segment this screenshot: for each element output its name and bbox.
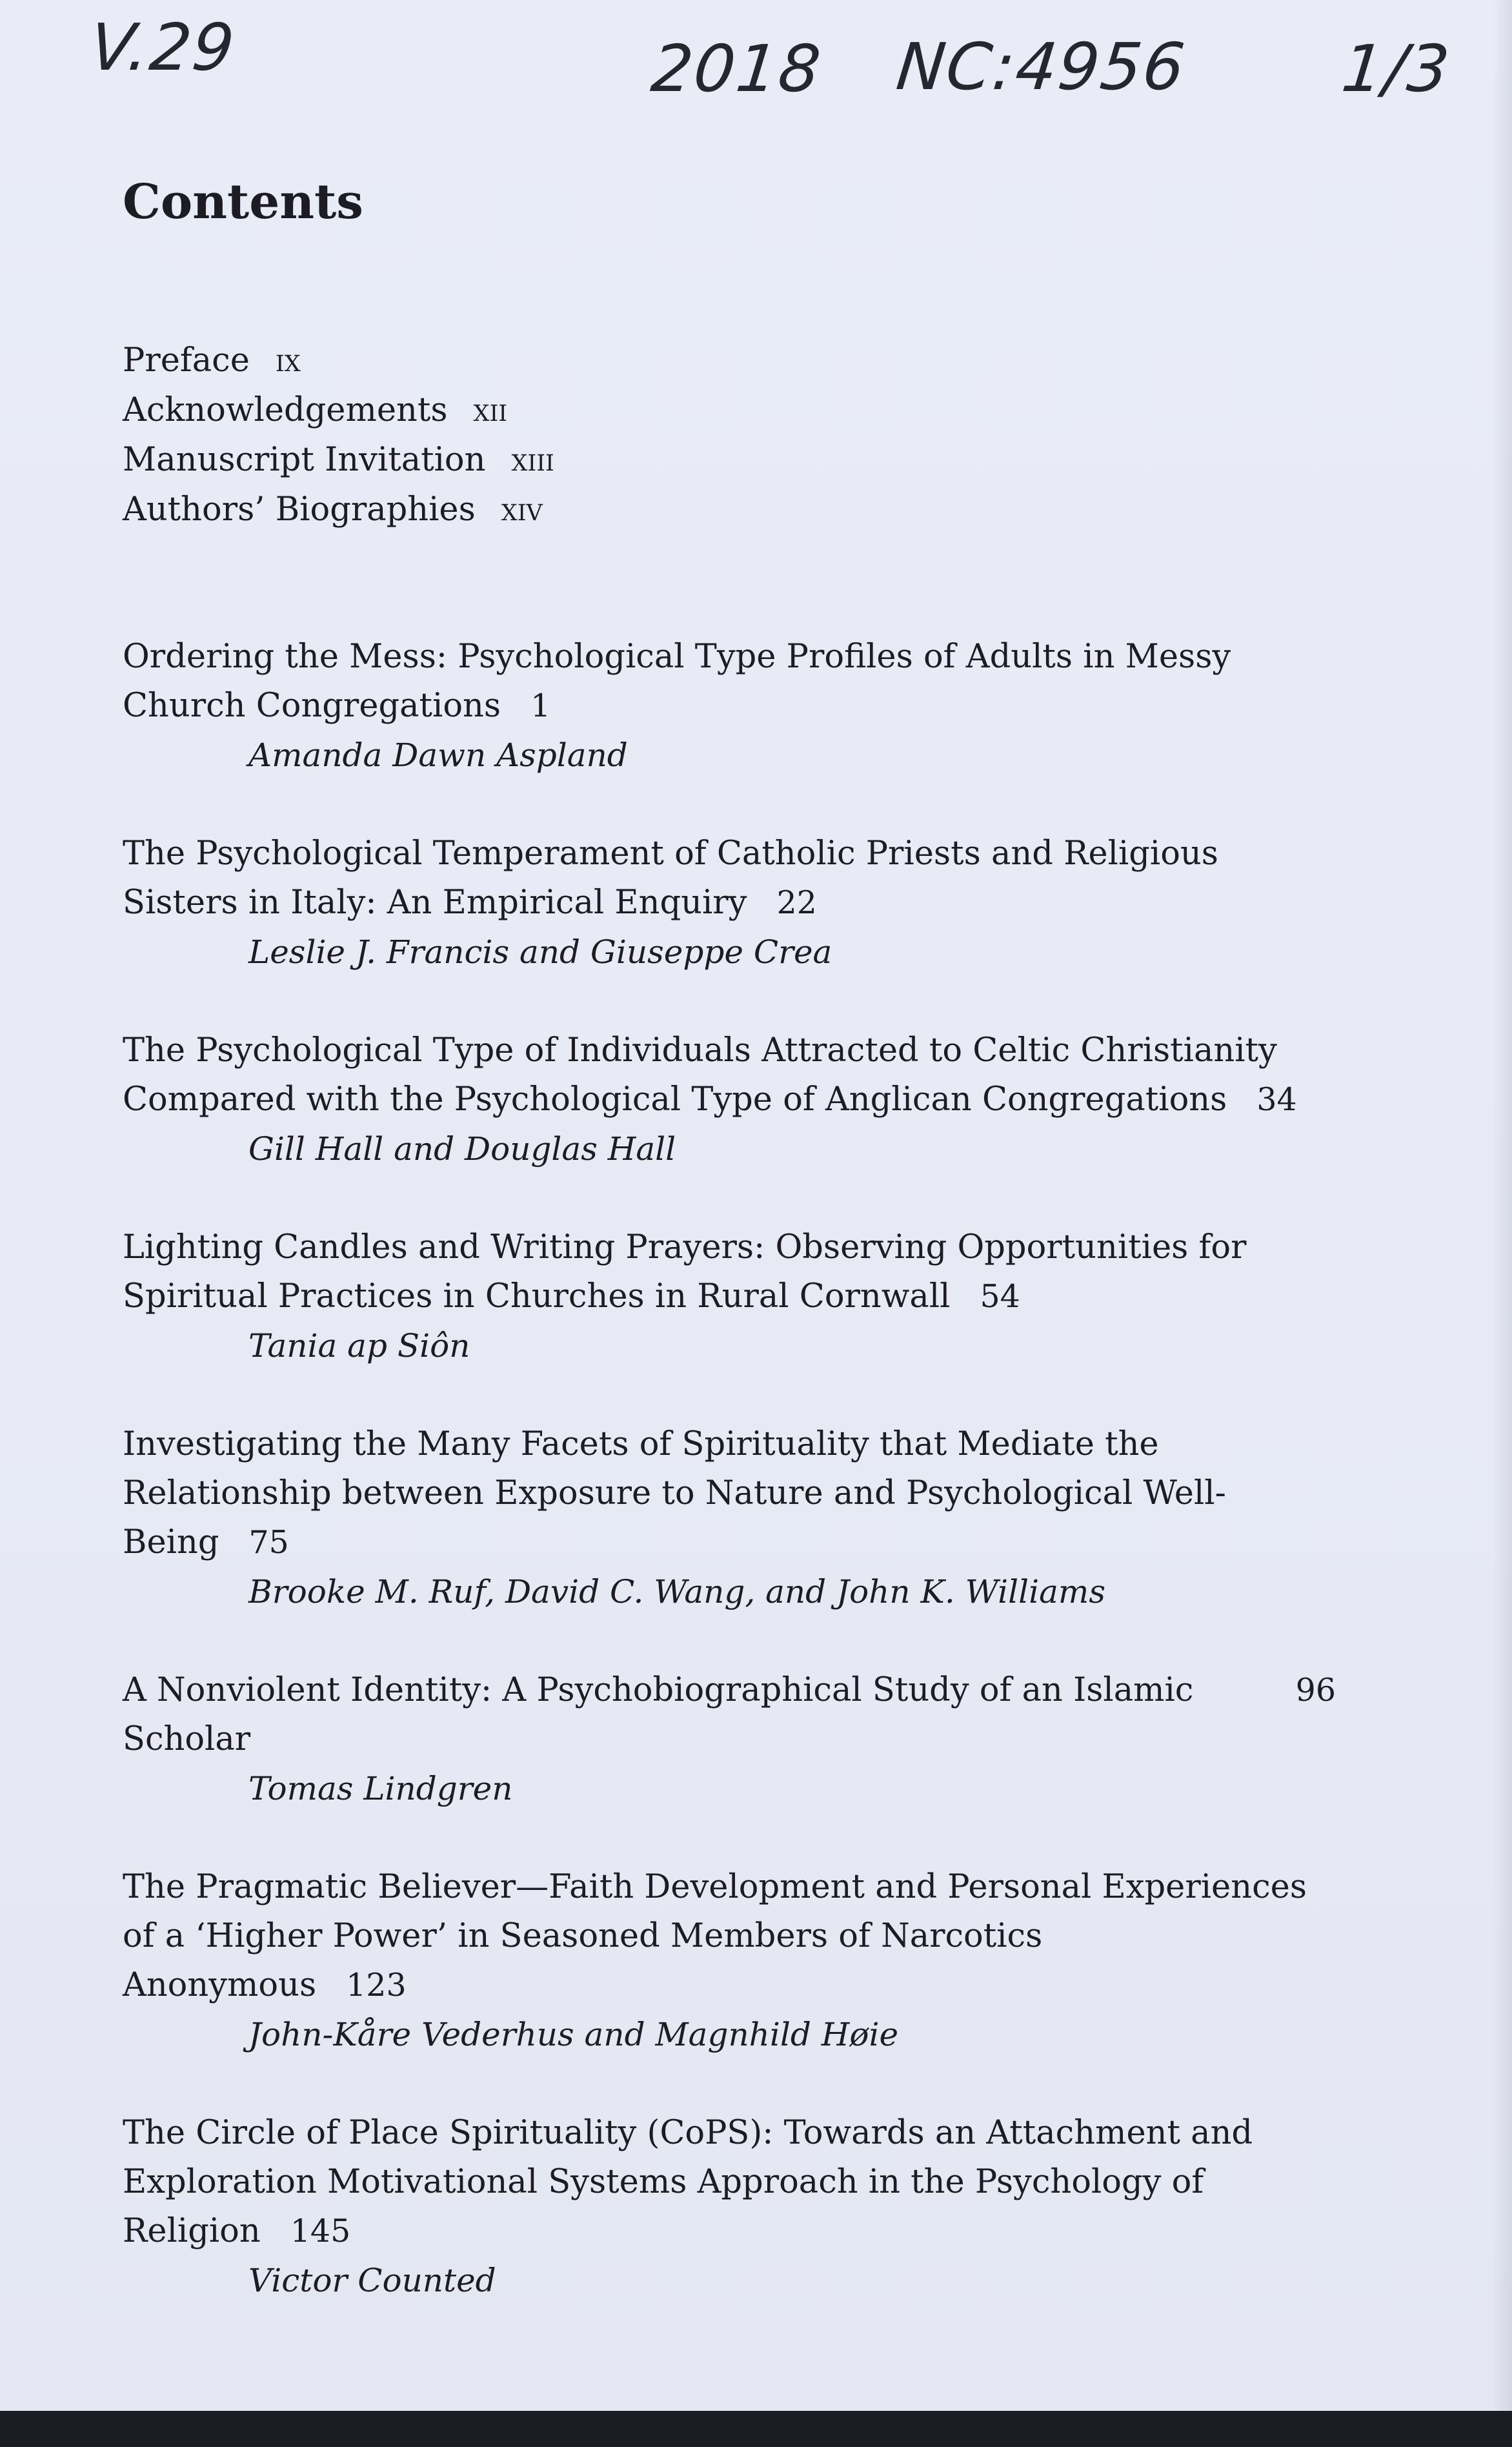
front-matter-label: Manuscript Invitation <box>123 441 486 479</box>
front-matter-label: Preface <box>123 341 250 380</box>
article-title: The Psychological Type of Individuals Attracted to Celtic Christianity Compared with the Psychological Type of Anglican Congregations <box>123 1031 1277 1119</box>
article-title: A Nonviolent Identity: A Psychobiographical Study of an Islamic Scholar <box>123 1671 1194 1758</box>
front-matter-page: xiv <box>501 491 543 528</box>
article-title: The Pragmatic Believer—Faith Development and Personal Experiences of a ‘Higher Power’ in Seasoned Members of Narcotics Anonymous <box>123 1868 1307 2004</box>
front-matter-item <box>123 435 554 485</box>
article-authors: Victor Counted <box>248 2262 496 2299</box>
front-matter-label: Acknowledgements <box>123 391 448 429</box>
article-authors: Tania ap Siôn <box>248 1327 470 1365</box>
article-entry <box>123 1026 1336 1173</box>
front-matter-item <box>123 336 554 385</box>
handwritten-part: 1/3 <box>1338 31 1455 107</box>
article-title: The Circle of Place Spirituality (CoPS): Towards an Attachment and Exploration Motivational Systems Approach in the Psychology of Religion <box>123 2114 1253 2250</box>
handwritten-volume: V.29 <box>86 10 239 85</box>
article-page: 1 <box>530 687 551 724</box>
article-page: 123 <box>346 1967 407 2004</box>
article-page: 145 <box>290 2213 351 2249</box>
article-title: Investigating the Many Facets of Spirituality that Mediate the Relationship between Exposure to Nature and Psychological Well-Being <box>123 1425 1226 1561</box>
front-matter-label: Authors’ Biographies <box>123 491 476 529</box>
article-page: 34 <box>1256 1081 1297 1118</box>
article-page: 75 <box>248 1524 289 1561</box>
article-authors: Brooke M. Ruf, David C. Wang, and John K. Williams <box>248 1573 1105 1610</box>
page-title: Contents <box>123 174 363 230</box>
article-authors: John-Kåre Vederhus and Magnhild Høie <box>248 2016 899 2053</box>
front-matter-page: xiii <box>511 441 554 478</box>
front-matter-page: xii <box>473 391 508 429</box>
article-authors: Leslie J. Francis and Giuseppe Crea <box>248 933 832 971</box>
front-matter-item <box>123 385 554 435</box>
article-title: Ordering the Mess: Psychological Type Profiles of Adults in Messy Church Congregations <box>123 638 1231 725</box>
article-entry <box>123 829 1336 977</box>
article-entry <box>123 1666 1336 1813</box>
front-matter-page: ix <box>275 341 301 379</box>
article-entry <box>123 1420 1336 1616</box>
article-page: 22 <box>776 884 817 921</box>
article-entry <box>123 1223 1336 1370</box>
article-page: 96 <box>1295 1672 1336 1709</box>
article-list <box>123 633 1336 2355</box>
article-entry <box>123 633 1336 780</box>
handwritten-year: 2018 <box>647 31 825 107</box>
article-page: 54 <box>980 1278 1020 1315</box>
front-matter-item <box>123 485 554 534</box>
front-matter-list <box>123 336 554 534</box>
article-authors: Gill Hall and Douglas Hall <box>248 1130 676 1168</box>
article-title: The Psychological Temperament of Catholic Priests and Religious Sisters in Italy: An Empirical Enquiry <box>123 835 1218 922</box>
article-entry <box>123 2109 1336 2305</box>
article-title: Lighting Candles and Writing Prayers: Observing Opportunities for Spiritual Practices in Churches in Rural Cornwall <box>123 1228 1247 1315</box>
article-authors: Tomas Lindgren <box>248 1770 513 1807</box>
article-entry <box>123 1863 1336 2059</box>
handwritten-nc-number: NC:4956 <box>892 29 1189 105</box>
article-authors: Amanda Dawn Aspland <box>248 736 628 774</box>
